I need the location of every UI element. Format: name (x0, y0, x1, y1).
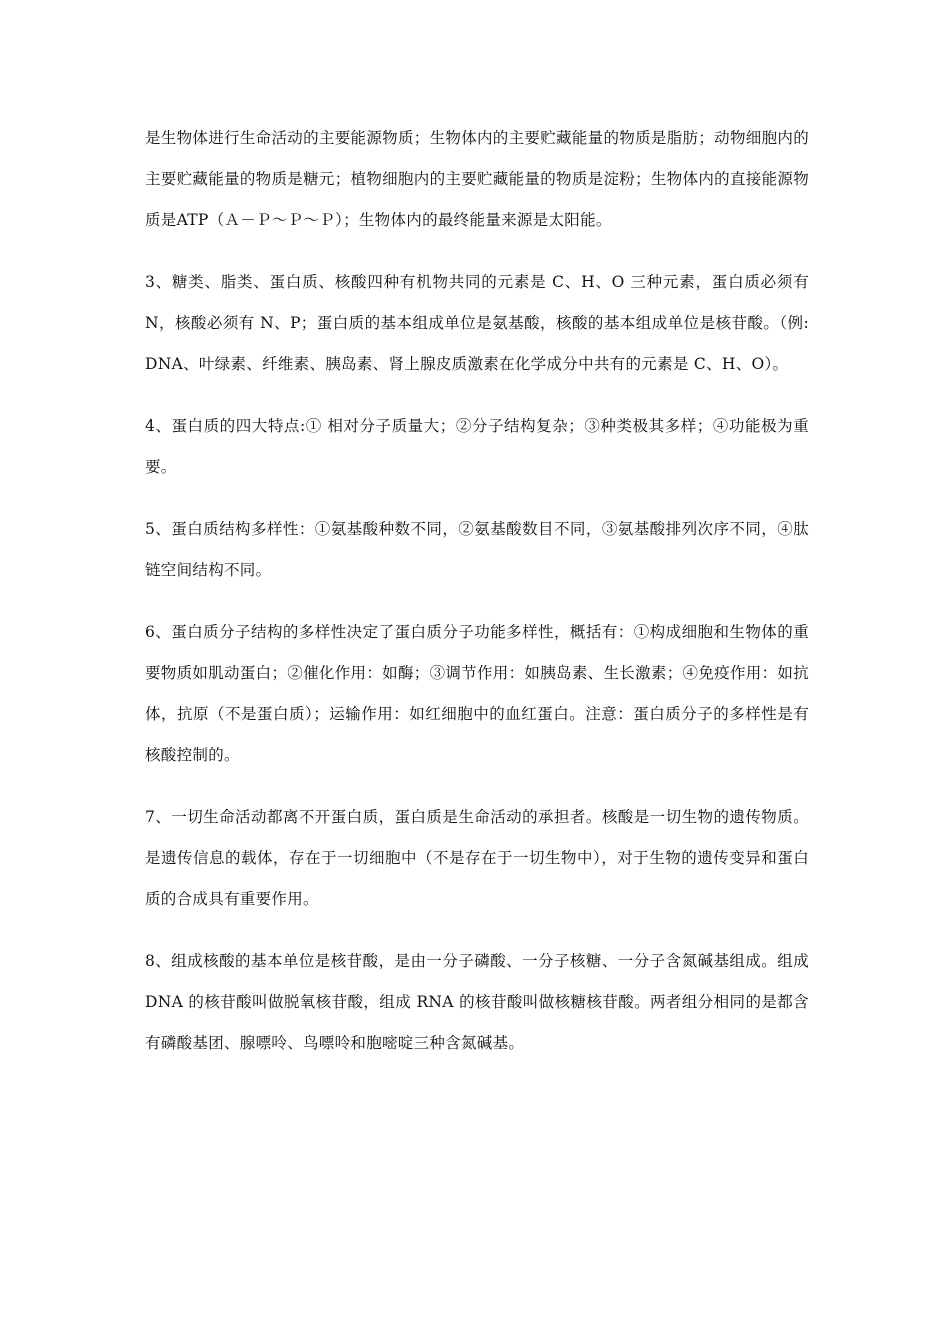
document-page (145, 118, 809, 1085)
paragraph-4-protein-features: 4、蛋白质的四大特点:① 相对分子质量大；②分子结构复杂；③种类极其多样；④功能极为重要。 (145, 417, 809, 476)
paragraph-3-organic-elements: 3、糖类、脂类、蛋白质、核酸四种有机物共同的元素是 C、H、O 三种元素，蛋白质必须有 N，核酸必须有 N、P；蛋白质的基本组成单位是氨基酸，核酸的基本组成单位是核苷酸。（例: DNA、叶绿素、纤维素、胰岛素、肾上腺皮质激素在化学成分中共有的元素是 C、H、O）。 (145, 273, 809, 373)
paragraph-5-protein-diversity: 5、蛋白质结构多样性：①氨基酸种数不同，②氨基酸数目不同，③氨基酸排列次序不同，④肽链空间结构不同。 (145, 520, 809, 579)
paragraph-energy-sources: 是生物体进行生命活动的主要能源物质；生物体内的主要贮藏能量的物质是脂肪；动物细胞内的主要贮藏能量的物质是糖元；植物细胞内的主要贮藏能量的物质是淀粉；生物体内的直接能源物质是ATP（Ａ－Ｐ～Ｐ～Ｐ）；生物体内的最终能量来源是太阳能。 (145, 129, 809, 229)
paragraph-6-protein-functions: 6、蛋白质分子结构的多样性决定了蛋白质分子功能多样性，概括有：①构成细胞和生物体的重要物质如肌动蛋白；②催化作用：如酶；③调节作用：如胰岛素、生长激素；④免疫作用：如抗体，抗原（不是蛋白质）；运输作用：如红细胞中的血红蛋白。注意：蛋白质分子的多样性是有核酸控制的。 (145, 623, 809, 764)
paragraph-7-nucleic-acid-role: 7、一切生命活动都离不开蛋白质，蛋白质是生命活动的承担者。核酸是一切生物的遗传物质。是遗传信息的载体，存在于一切细胞中（不是存在于一切生物中），对于生物的遗传变异和蛋白质的合成具有重要作用。 (145, 808, 809, 908)
paragraph-8-nucleotide-units: 8、组成核酸的基本单位是核苷酸，是由一分子磷酸、一分子核糖、一分子含氮碱基组成。组成 DNA 的核苷酸叫做脱氧核苷酸，组成 RNA 的核苷酸叫做核糖核苷酸。两者组分相同的是都含有磷酸基团、腺嘌呤、鸟嘌呤和胞嘧啶三种含氮碱基。 (145, 952, 809, 1052)
